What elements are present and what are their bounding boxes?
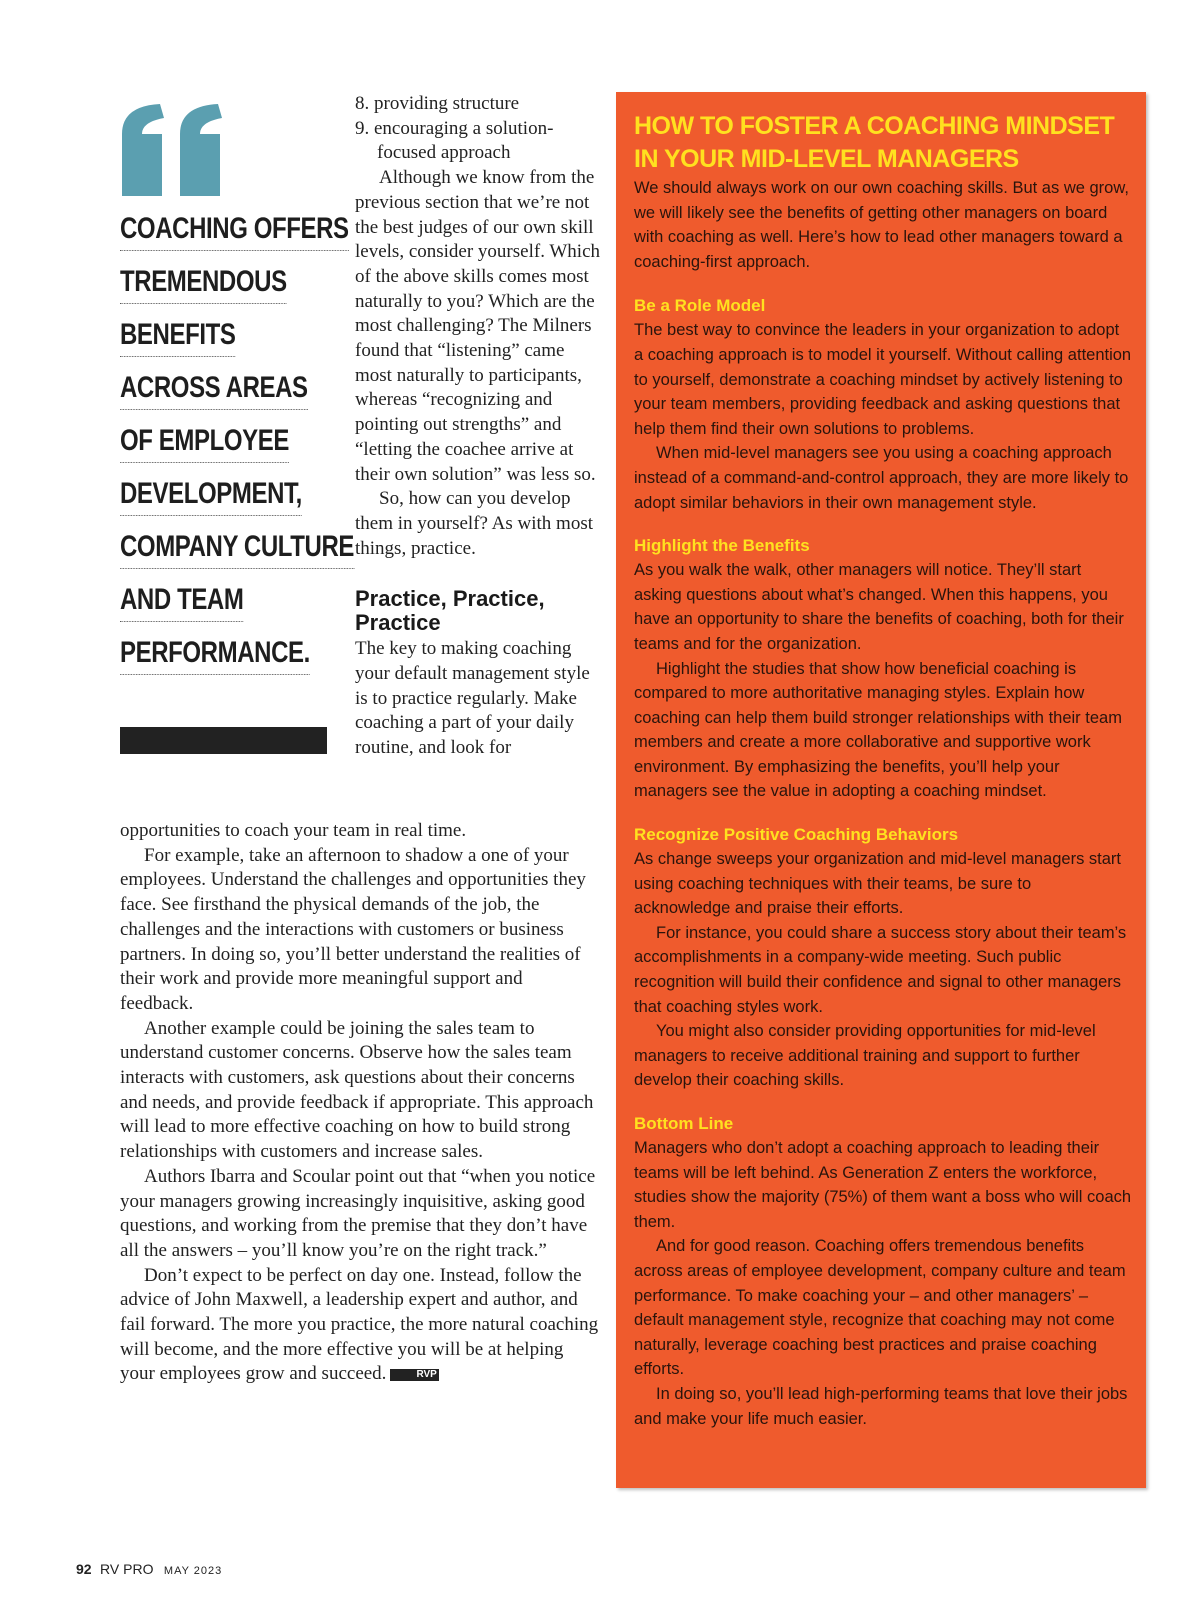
body-paragraph: For example, take an afternoon to shadow a one of your employees. Understand the challenges and opportunities they face. See firsthand the physical demands of the job, the challenges and the interactions with customers or business partners. In doing so, you’ll better understand the realities of their work and provide more meaningful support and feedback.	[120, 844, 586, 1014]
article-body	[120, 819, 600, 1387]
sidebar-paragraph: You might also consider providing opportunities for mid-level managers to receive additional training and support to further develop their coaching skills.	[634, 1022, 1096, 1090]
sidebar-paragraph: Highlight the studies that show how beneficial coaching is compared to more authoritative managing styles. Explain how coaching can help them build stronger relationships with their team members and create a more collaborative and supportive work environment. By emphasizing the benefits, you’ll help your managers see the value in adopting a coaching mindset.	[634, 659, 1122, 801]
sidebar-heading: Highlight the Benefits	[634, 536, 810, 556]
sidebar-paragraph: And for good reason. Coaching offers tremendous benefits across areas of employee development, company culture and team performance. To make coaching your – and other managers’ – default management style, recognize that coaching may not come naturally, leverage coaching best practices and praise coaching efforts.	[634, 1237, 1126, 1379]
article-column	[355, 92, 605, 761]
sidebar-paragraph: In doing so, you’ll lead high-performing teams that love their jobs and make your life much easier.	[634, 1384, 1128, 1428]
sidebar-paragraph: Managers who don’t adopt a coaching approach to leading their teams will be left behind. As Generation Z enters the workforce, studies show the majority (75%) of them want a boss who will coach them.	[634, 1139, 1132, 1231]
pull-quote-line: COACHING OFFERS	[120, 210, 349, 251]
sidebar-paragraph: As change sweeps your organization and mid-level managers start using coaching techniques with their teams, be sure to acknowledge and praise their efforts.	[634, 850, 1122, 918]
body-paragraph-text: Don’t expect to be perfect on day one. Instead, follow the advice of John Maxwell, a leadership expert and author, and fail forward. The more you practice, the more natural coaching will become, and the more effective you will be at helping your employees grow and succeed.	[120, 1264, 599, 1385]
body-paragraph: Although we know from the previous section that we’re not the best judges of our own skill levels, consider yourself. Which of the above skills comes most naturally to you? Which are the most challenging? The Milners found that “listening” came most naturally to participants, whereas “recognizing and pointing out strengths” and “letting the coachee arrive at their own solution” was less so.	[355, 167, 600, 485]
list-item: 9. encouraging a solution-focused approach	[355, 117, 554, 164]
pull-quote-line: OF EMPLOYEE	[120, 422, 289, 463]
pull-quote-line: DEVELOPMENT,	[120, 475, 302, 516]
issue-date: MAY 2023	[163, 1565, 223, 1577]
sidebar-paragraph: The best way to convince the leaders in your organization to adopt a coaching approach is to model it yourself. Without calling attention to yourself, demonstrate a coaching mindset by actively listening to your team members, providing feedback and asking questions that help them find their own solutions to problems.	[634, 321, 1132, 438]
body-paragraph: Another example could be joining the sales team to understand customer concerns. Observe how the sales team interacts with customers, ask questions about their concerns and needs, and provide feedback if appropriate. This approach will lead to more effective coaching on how to build strong relationships with customers and increase sales.	[120, 1017, 594, 1163]
body-paragraph: opportunities to coach your team in real time.	[120, 820, 467, 841]
sidebar-box	[616, 92, 1146, 1488]
sidebar-paragraph: For instance, you could share a success story about their team’s accomplishments in a company-wide meeting. Such public recognition will build their confidence and signal to other managers that coaching styles work.	[634, 923, 1127, 1016]
list-item: 8. providing structure	[355, 93, 520, 114]
body-paragraph: Authors Ibarra and Scoular point out that “when you notice your managers growing increasingly inquisitive, asking good questions, and working from the premise that they don’t have all the answers – you’ll know you’re on the right track.”	[120, 1165, 596, 1261]
body-paragraph	[120, 1264, 600, 1388]
end-mark-logo: RVP	[390, 1369, 438, 1381]
pull-quote-line: PERFORMANCE.	[120, 634, 310, 675]
pull-quote-line: TREMENDOUS	[120, 263, 287, 304]
quotation-mark-icon	[118, 100, 228, 200]
sidebar-paragraph: When mid-level managers see you using a coaching approach instead of a command-and-control approach, they are more likely to adopt similar behaviors in their own management style.	[634, 444, 1129, 512]
pull-quote-line: BENEFITS	[120, 316, 235, 357]
magazine-name: RV PRO	[100, 1561, 154, 1577]
sidebar-paragraph: As you walk the walk, other managers will notice. They’ll start asking questions about what’s changed. When this happens, you have an opportunity to share the benefits of coaching, both for their teams and for the organization.	[634, 561, 1124, 653]
sidebar-heading: Be a Role Model	[634, 296, 766, 316]
sidebar-heading: Recognize Positive Coaching Behaviors	[634, 825, 959, 845]
body-paragraph: So, how can you develop them in yourself? As with most things, practice.	[355, 488, 594, 559]
sidebar-intro: We should always work on our own coaching skills. But as we grow, we will likely see the benefits of getting other managers on board with coaching as well. Here’s how to lead other managers toward a coaching-first approach.	[634, 179, 1129, 271]
pull-quote	[120, 210, 354, 687]
sidebar-heading: Bottom Line	[634, 1114, 734, 1133]
sidebar-title-line: HOW TO FOSTER A COACHING MINDSET	[634, 112, 1115, 140]
section-heading: Practice, Practice, Practice	[355, 586, 545, 636]
sidebar-title	[634, 110, 1132, 176]
body-paragraph: The key to making coaching your default management style is to practice regularly. Make coaching a part of your daily routine, and look for	[355, 638, 590, 759]
pull-quote-line: COMPANY CULTURE	[120, 528, 354, 569]
pull-quote-divider-bar	[120, 727, 327, 754]
sidebar-title-line: IN YOUR MID-LEVEL MANAGERS	[634, 145, 1019, 173]
pull-quote-line: AND TEAM	[120, 581, 243, 622]
page-footer	[76, 1561, 222, 1579]
page-number: 92	[76, 1561, 92, 1577]
pull-quote-line: ACROSS AREAS	[120, 369, 308, 410]
